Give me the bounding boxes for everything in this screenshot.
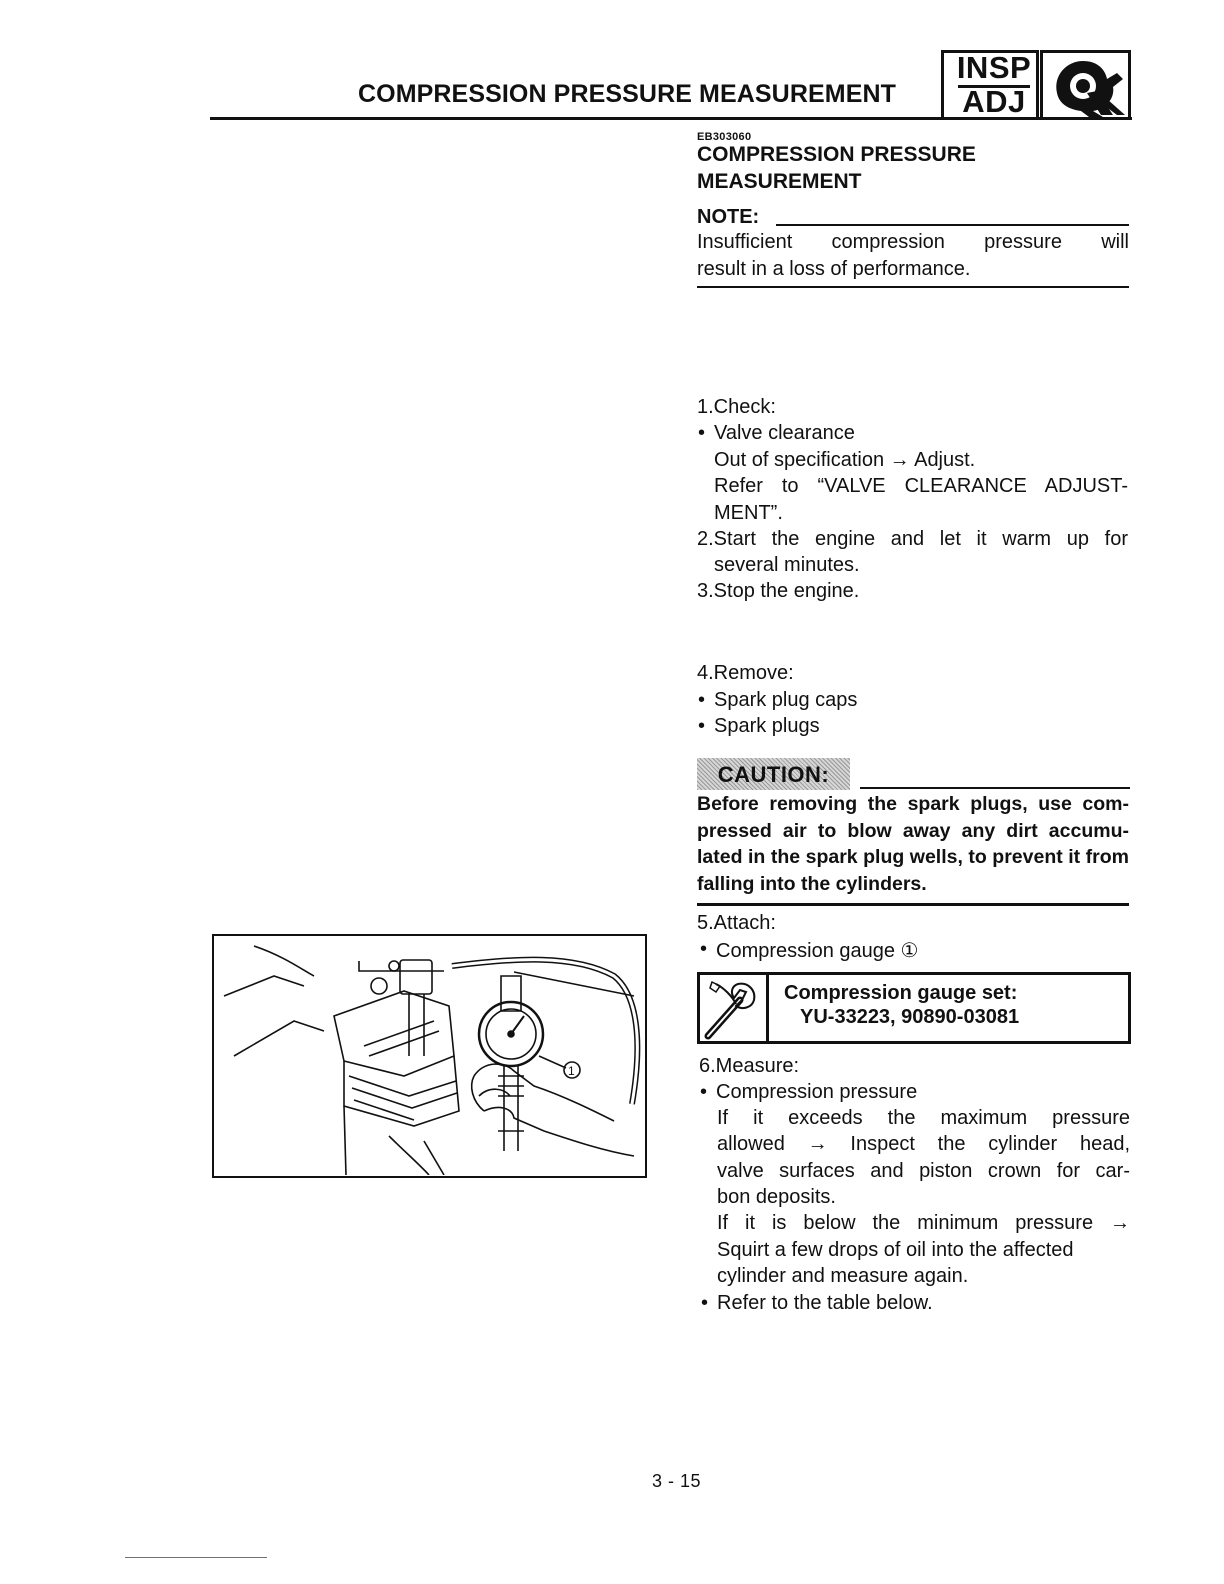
scan-artifact-line: [125, 1557, 267, 1558]
page-number: 3 - 15: [652, 1471, 702, 1491]
step-2-line: 2.Start the engine and let it warm up for: [697, 528, 1128, 550]
step-6-line: bon deposits.: [717, 1186, 836, 1208]
caution-text: Before removing the spark plugs, use com-pressed air to blow away any dirt accumu-lated in the spark plug wells, to prevent it from falling into the cylinders.: [697, 793, 1129, 895]
section-title-line2: MEASUREMENT: [697, 170, 862, 193]
badge-adj-label: ADJ: [962, 84, 1026, 119]
step-4-heading: 4.Remove:: [697, 662, 794, 684]
caution-bottom-rule: [697, 903, 1129, 906]
note-line2: result in a loss of performance.: [697, 257, 971, 280]
wrench-inspection-icon: [1040, 50, 1131, 119]
step-6-line: allowed → Inspect the cylinder head,: [717, 1133, 1130, 1155]
step-1-line: Out of specification → Adjust.: [714, 449, 976, 471]
step-6-line: If it exceeds the maximum pressure: [717, 1107, 1130, 1129]
note-bottom-rule: [697, 286, 1129, 288]
special-tool-name: Compression gauge set:: [784, 982, 1018, 1004]
special-tool-icon: [702, 978, 762, 1040]
figure-callout-label: 1: [568, 1064, 575, 1078]
step-5-heading: 5.Attach:: [697, 912, 776, 934]
note-text: [697, 229, 1129, 282]
step-1-heading: 1.Check:: [697, 396, 776, 418]
page-header-title: COMPRESSION PRESSURE MEASUREMENT: [358, 80, 896, 108]
step-3-line: 3.Stop the engine.: [697, 580, 860, 602]
step-6-bullet: • Compression pressure: [716, 1081, 917, 1104]
section-code: EB303060: [697, 131, 752, 143]
step-6-heading: 6.Measure:: [699, 1055, 800, 1077]
step-5-bullet: • Compression gauge ①: [716, 938, 918, 963]
note-rule: [776, 224, 1129, 226]
caution-label: CAUTION:: [697, 758, 850, 790]
note-line1: Insufficient compression pressure will: [697, 231, 1129, 253]
caution-rule: [860, 787, 1130, 789]
step-4-bullet: • Spark plugs: [714, 715, 820, 738]
special-tool-divider: [766, 972, 769, 1044]
step-6-bullet: • Refer to the table below.: [717, 1292, 933, 1315]
step-1-line: MENT”.: [714, 502, 783, 524]
section-title: [697, 141, 1127, 195]
step-2-line: several minutes.: [714, 554, 860, 576]
section-title-line1: COMPRESSION PRESSURE: [697, 143, 976, 166]
step-4-bullet: • Spark plug caps: [714, 689, 857, 712]
badge-insp-label: INSP: [956, 50, 1032, 85]
special-tool-part-numbers: YU-33223, 90890-03081: [800, 1006, 1020, 1028]
step-1-bullet: • Valve clearance: [714, 422, 855, 445]
step-6-line: valve surfaces and piston crown for car-: [717, 1160, 1130, 1182]
note-label: NOTE:: [697, 206, 760, 228]
step-6-line: Squirt a few drops of oil into the affected: [717, 1239, 1074, 1261]
step-6-line: If it is below the minimum pressure →: [717, 1212, 1130, 1234]
step-6-line: cylinder and measure again.: [717, 1265, 969, 1287]
step-1-line: Refer to “VALVE CLEARANCE ADJUST-: [714, 475, 1128, 497]
compression-gauge-illustration: [212, 934, 647, 1178]
